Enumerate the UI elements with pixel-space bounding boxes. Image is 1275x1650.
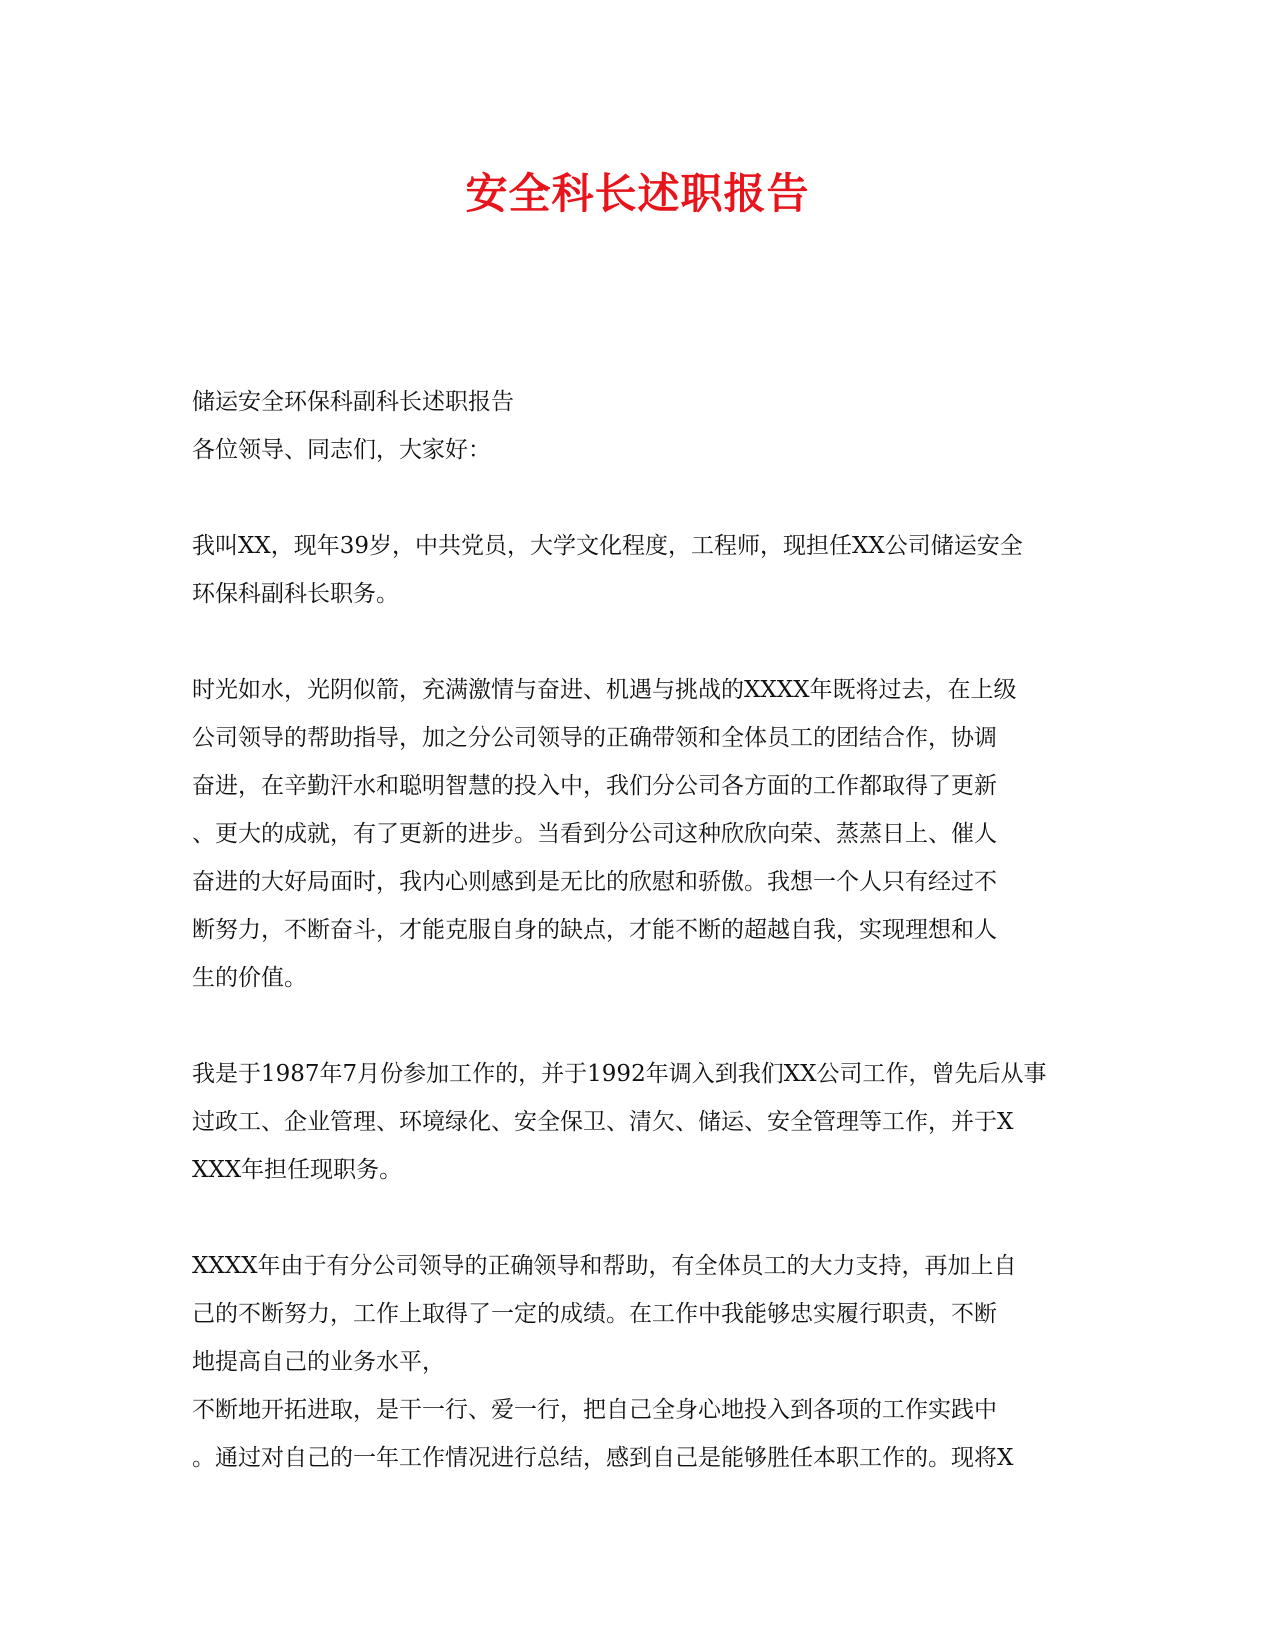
body-line: 。通过对自己的一年工作情况进行总结，感到自己是能够胜任本职工作的。现将X [192, 1445, 1014, 1471]
body-line: 地提高自己的业务水平， [192, 1349, 445, 1375]
paragraph-gap [192, 474, 1092, 522]
body-line: 断努力，不断奋斗，才能克服自身的缺点，才能不断的超越自我，实现理想和人 [192, 917, 997, 943]
body-line: 时光如水，光阴似箭，充满激情与奋进、机遇与挑战的XXXX年既将过去，在上级 [192, 677, 1017, 703]
body-line: XXX年担任现职务。 [192, 1157, 403, 1183]
body-line: 己的不断努力，工作上取得了一定的成绩。在工作中我能够忠实履行职责，不断 [192, 1301, 997, 1327]
body-line: 我叫XX，现年39岁，中共党员，大学文化程度，工程师，现担任XX公司储运安全 [192, 533, 1023, 559]
document-title: 安全科长述职报告 [465, 169, 810, 218]
paragraph-gap [192, 1002, 1092, 1050]
paragraph-gap [192, 1194, 1092, 1242]
document-body [192, 378, 1092, 1482]
paragraph-gap [192, 618, 1092, 666]
body-line: 环保科副科长职务。 [192, 581, 399, 607]
body-line: 过政工、企业管理、环境绿化、安全保卫、清欠、储运、安全管理等工作，并于X [192, 1109, 1014, 1135]
body-line: 、更大的成就，有了更新的进步。当看到分公司这种欣欣向荣、蒸蒸日上、催人 [192, 821, 997, 847]
body-line: 奋进的大好局面时，我内心则感到是无比的欣慰和骄傲。我想一个人只有经过不 [192, 869, 997, 895]
body-line: 我是于1987年7月份参加工作的，并于1992年调入到我们XX公司工作，曾先后从事 [192, 1061, 1047, 1087]
body-line: 奋进，在辛勤汗水和聪明智慧的投入中，我们分公司各方面的工作都取得了更新 [192, 773, 997, 799]
body-line: 储运安全环保科副科长述职报告 [192, 389, 514, 415]
body-line: 各位领导、同志们，大家好： [192, 437, 491, 463]
body-line: 公司领导的帮助指导，加之分公司领导的正确带领和全体员工的团结合作，协调 [192, 725, 997, 751]
body-line: 不断地开拓进取，是干一行、爱一行，把自己全身心地投入到各项的工作实践中 [192, 1397, 997, 1423]
body-line: 生的价值。 [192, 965, 307, 991]
body-line: XXXX年由于有分公司领导的正确领导和帮助，有全体员工的大力支持，再加上自 [192, 1253, 1017, 1279]
